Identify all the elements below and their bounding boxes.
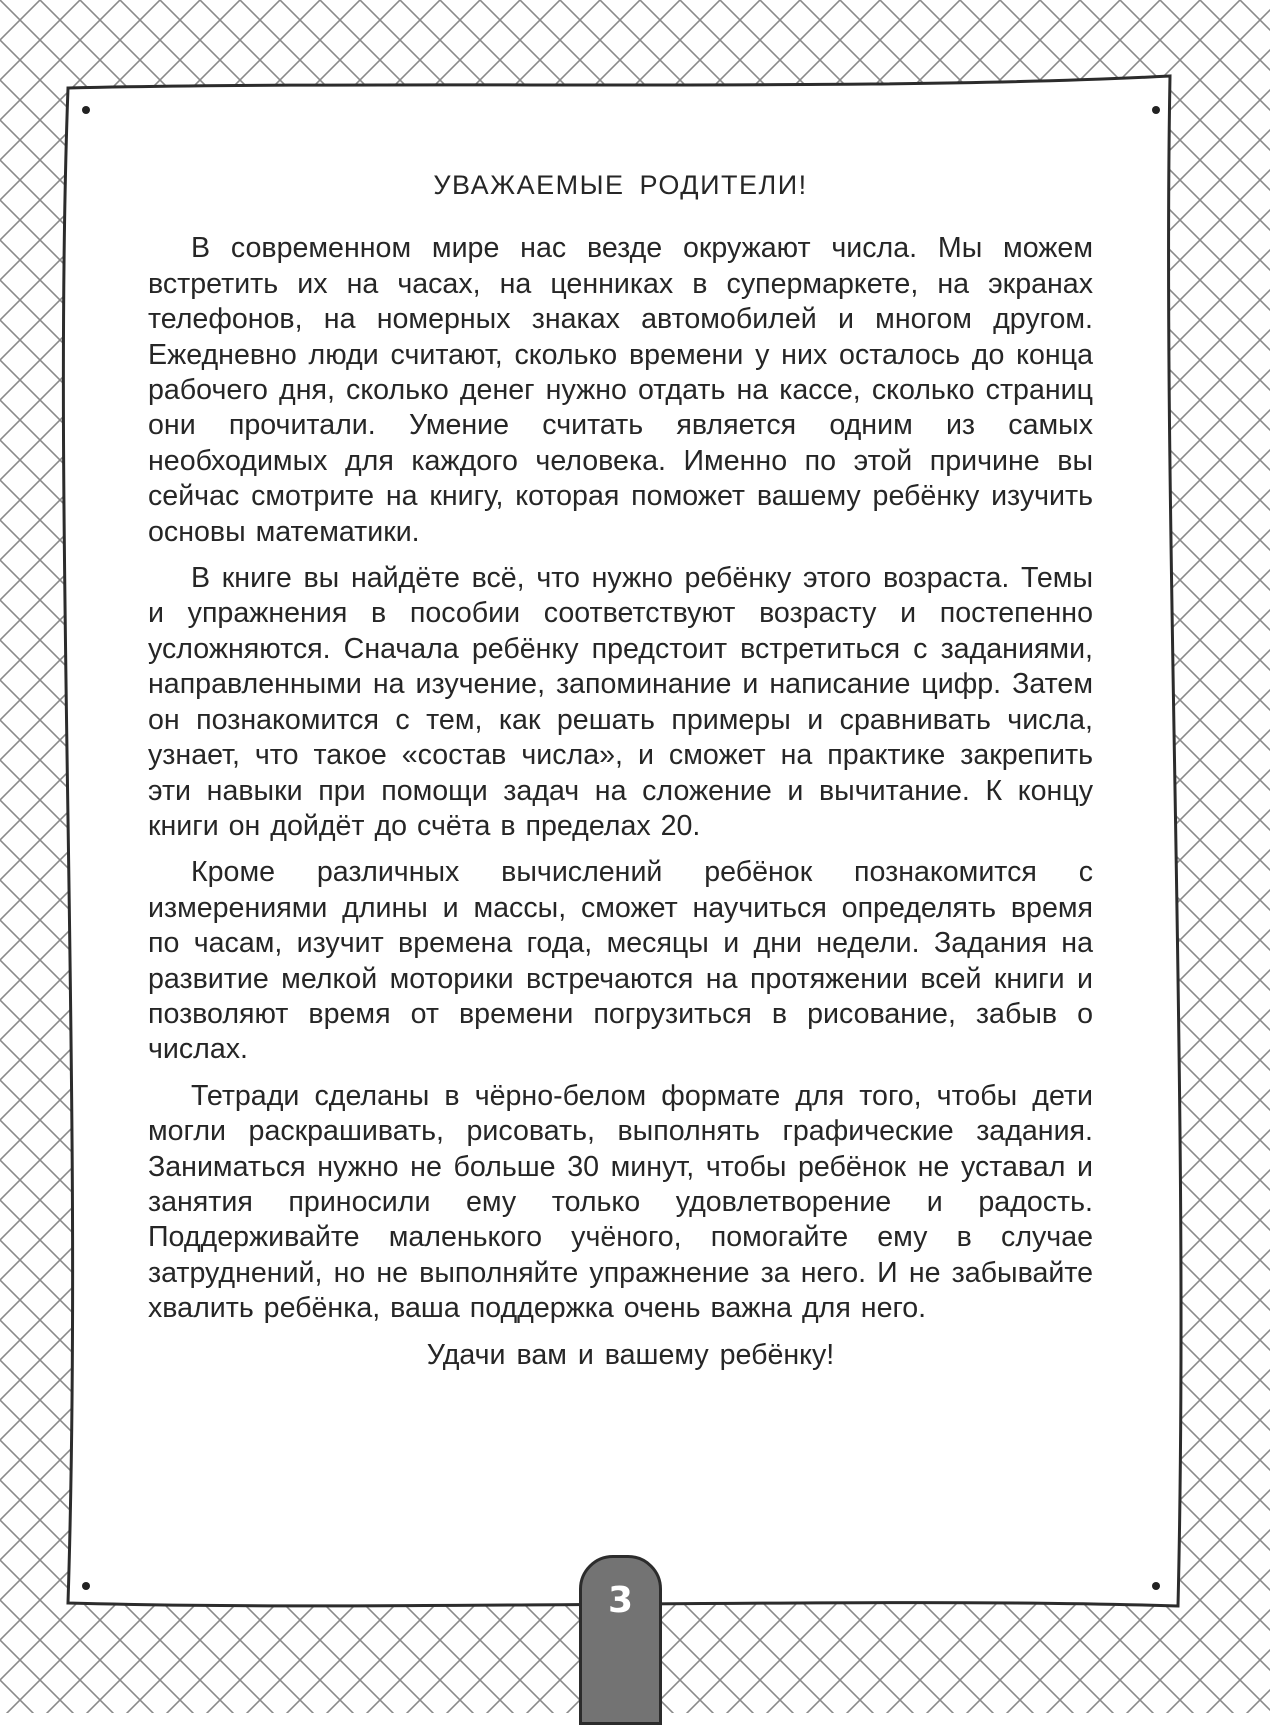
- closing-wish: Удачи вам и вашему ребёнку!: [426, 1338, 835, 1371]
- pin-dot-top-left: [82, 106, 90, 114]
- pin-dot-bottom-right: [1152, 1582, 1160, 1590]
- letter-body: [148, 168, 1093, 1373]
- pin-dot-bottom-left: [82, 1582, 90, 1590]
- pin-dot-top-right: [1152, 106, 1160, 114]
- paragraph-skills: Кроме различных вычислений ребёнок познакомится с измерениями длины и массы, сможет научиться определять время по часам, изучит времена года, месяцы и дни недели. Задания на развитие мелкой моторики встречаются на протяжении всей книги и позволяют время от времени погрузиться в рисование, забыв о числах.: [148, 856, 1093, 1066]
- paragraph-advice: Тетради сделаны в чёрно-белом формате для того, чтобы дети могли раскрашивать, рисовать, выполнять графические задания. Заниматься нужно не больше 30 минут, чтобы ребёнок не уставал и занятия приносили ему только удовлетворение и радость. Поддерживайте маленького учёного, помогайте ему в случае затруднений, но не выполняйте упражнение за него. И не забывайте хвалить ребёнка, ваша поддержка очень важна для него.: [148, 1079, 1093, 1325]
- paragraph-book-content: В книге вы найдёте всё, что нужно ребёнку этого возраста. Темы и упражнения в пособии соответствуют возрасту и постепенно усложняются. Сначала ребёнку предстоит встретиться с заданиями, направленными на изучение, запоминание и написание цифр. Затем он познакомится с тем, как решать примеры и сравнивать числа, узнает, что такое «состав числа», и сможет на практике закрепить эти навыки при помощи задач на сложение и вычитание. К концу книги он дойдёт до счёта в пределах 20.: [148, 562, 1093, 842]
- paragraph-intro: В современном мире нас везде окружают числа. Мы можем встретить их на часах, на ценниках в супермаркете, на экранах телефонов, на номерных знаках автомобилей и многом другом. Ежедневно люди считают, сколько времени у них осталось до конца рабочего дня, сколько денег нужно отдать на кассе, сколько страниц они прочитали. Умение считать является одним из самых необходимых для каждого человека. Именно по этой причине вы сейчас смотрите на книгу, которая поможет вашему ребёнку изучить основы математики.: [148, 232, 1093, 548]
- page-title: УВАЖАЕМЫЕ РОДИТЕЛИ!: [433, 170, 808, 200]
- page-number: 3: [607, 1580, 634, 1621]
